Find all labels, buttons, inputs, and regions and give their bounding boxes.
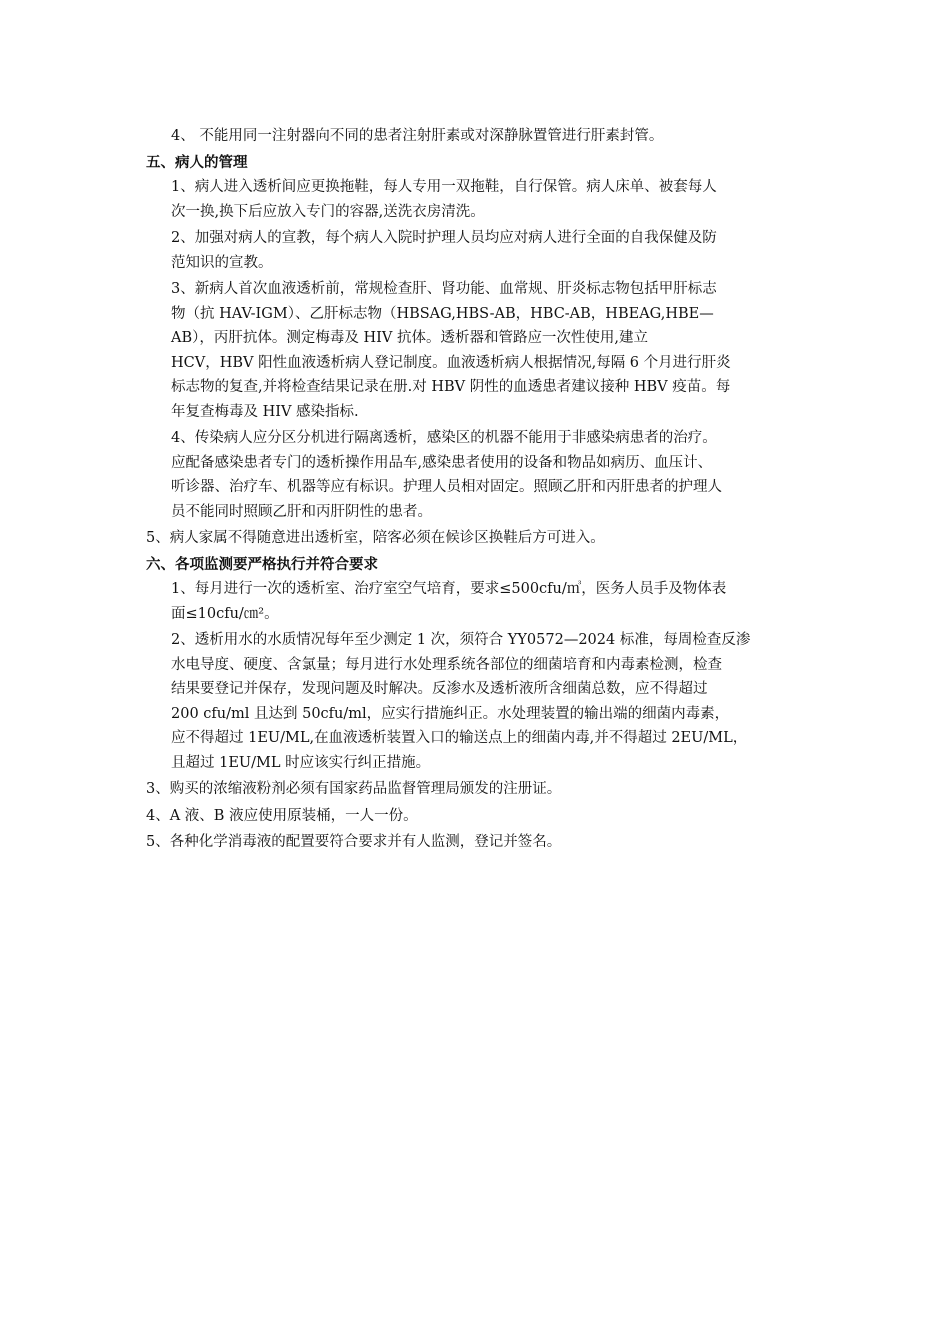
text-line: 200 cfu/ml 且达到 50cfu/ml，应实行措施纠正。水处理装置的输出端的细菌内毒素， (171, 705, 730, 722)
section-5-paragraph-4 (146, 426, 810, 524)
section-5-paragraph-3 (146, 277, 810, 424)
text-line: 听诊器、治疗车、机器等应有标识。护理人员相对固定。照顾乙肝和丙肝患者的护理人 (171, 479, 722, 495)
text-line: 1、每月进行一次的透析室、治疗室空气培育，要求≤500cfu/㎥，医务人员手及物体表 (171, 581, 727, 597)
text-line: 应配备感染患者专门的透析操作用品车,感染患者使用的设备和物品如病历、血压计、 (171, 454, 713, 471)
section-6-paragraph-2 (146, 628, 810, 775)
section-6-paragraph-3: 3、购买的浓缩液粉剂必须有国家药品监督管理局颁发的注册证。 (146, 781, 562, 797)
section-6-paragraph-4: 4、A 液、B 液应使用原装桶，一人一份。 (146, 807, 418, 824)
section-5-paragraph-1 (146, 175, 810, 224)
paragraph-heparin-syringe: 4、 不能用同一注射器向不同的患者注射肝素或对深静脉置管进行肝素封管。 (171, 128, 664, 144)
text-line: 2、透析用水的水质情况每年至少测定 1 次，须符合 YY0572—2024 标准，每周检查反渗 (171, 632, 751, 648)
text-line: 次一换,换下后应放入专门的容器,送洗衣房清洗。 (171, 203, 485, 220)
section-6-heading: 六、各项监测要严格执行并符合要求 (146, 556, 378, 573)
text-line: 水电导度、硬度、含氯量；每月进行水处理系统各部位的细菌培育和内毒素检测，检查 (171, 656, 722, 673)
text-line: 2、加强对病人的宣教，每个病人入院时护理人员均应对病人进行全面的自我保健及防 (171, 230, 717, 246)
section-6-paragraph-1 (146, 577, 810, 626)
section-5-paragraph-5: 5、病人家属不得随意进出透析室，陪客必须在候诊区换鞋后方可进入。 (146, 530, 605, 546)
text-line: 面≤10cfu/㎝²。 (171, 605, 279, 622)
text-line: 4、传染病人应分区分机进行隔离透析，感染区的机器不能用于非感染病患者的治疗。 (171, 430, 717, 446)
section-6-paragraph-5: 5、各种化学消毒液的配置要符合要求并有人监测，登记并签名。 (146, 834, 562, 850)
section-5-paragraph-2 (146, 226, 810, 275)
section-5-heading: 五、病人的管理 (146, 154, 248, 171)
text-line: 3、新病人首次血液透析前，常规检查肝、肾功能、血常规、肝炎标志物包括甲肝标志 (171, 281, 717, 297)
text-line: 结果要登记并保存，发现问题及时解决。反渗水及透析液所含细菌总数，应不得超过 (171, 681, 708, 697)
text-line: 物（抗 HAV-IGM）、乙肝标志物（HBSAG,HBS-AB，HBC-AB，HBEAG,HBE— (171, 305, 714, 322)
text-line: 应不得超过 1EU/ML,在血液透析装置入口的输送点上的细菌内毒,并不得超过 2EU/ML， (171, 730, 748, 746)
text-line: 员不能同时照顾乙肝和丙肝阴性的患者。 (171, 503, 432, 520)
text-line: 且超过 1EU/ML 时应该实行纠正措施。 (171, 754, 431, 771)
text-line: 1、病人进入透析间应更换拖鞋，每人专用一双拖鞋，自行保管。病人床单、被套每人 (171, 179, 717, 195)
text-line: AB），丙肝抗体。测定梅毒及 HIV 抗体。透析器和管路应一次性使用,建立 (171, 330, 649, 346)
text-line: 标志物的复查,并将检查结果记录在册.对 HBV 阴性的血透患者建议接种 HBV 疫苗。每 (171, 379, 731, 395)
text-line: HCV，HBV 阳性血液透析病人登记制度。血液透析病人根据情况,每隔 6 个月进行肝炎 (171, 354, 731, 371)
text-line: 年复查梅毒及 HIV 感染指标. (171, 403, 359, 420)
text-line: 范知识的宣教。 (171, 254, 273, 271)
document-body (146, 124, 810, 857)
